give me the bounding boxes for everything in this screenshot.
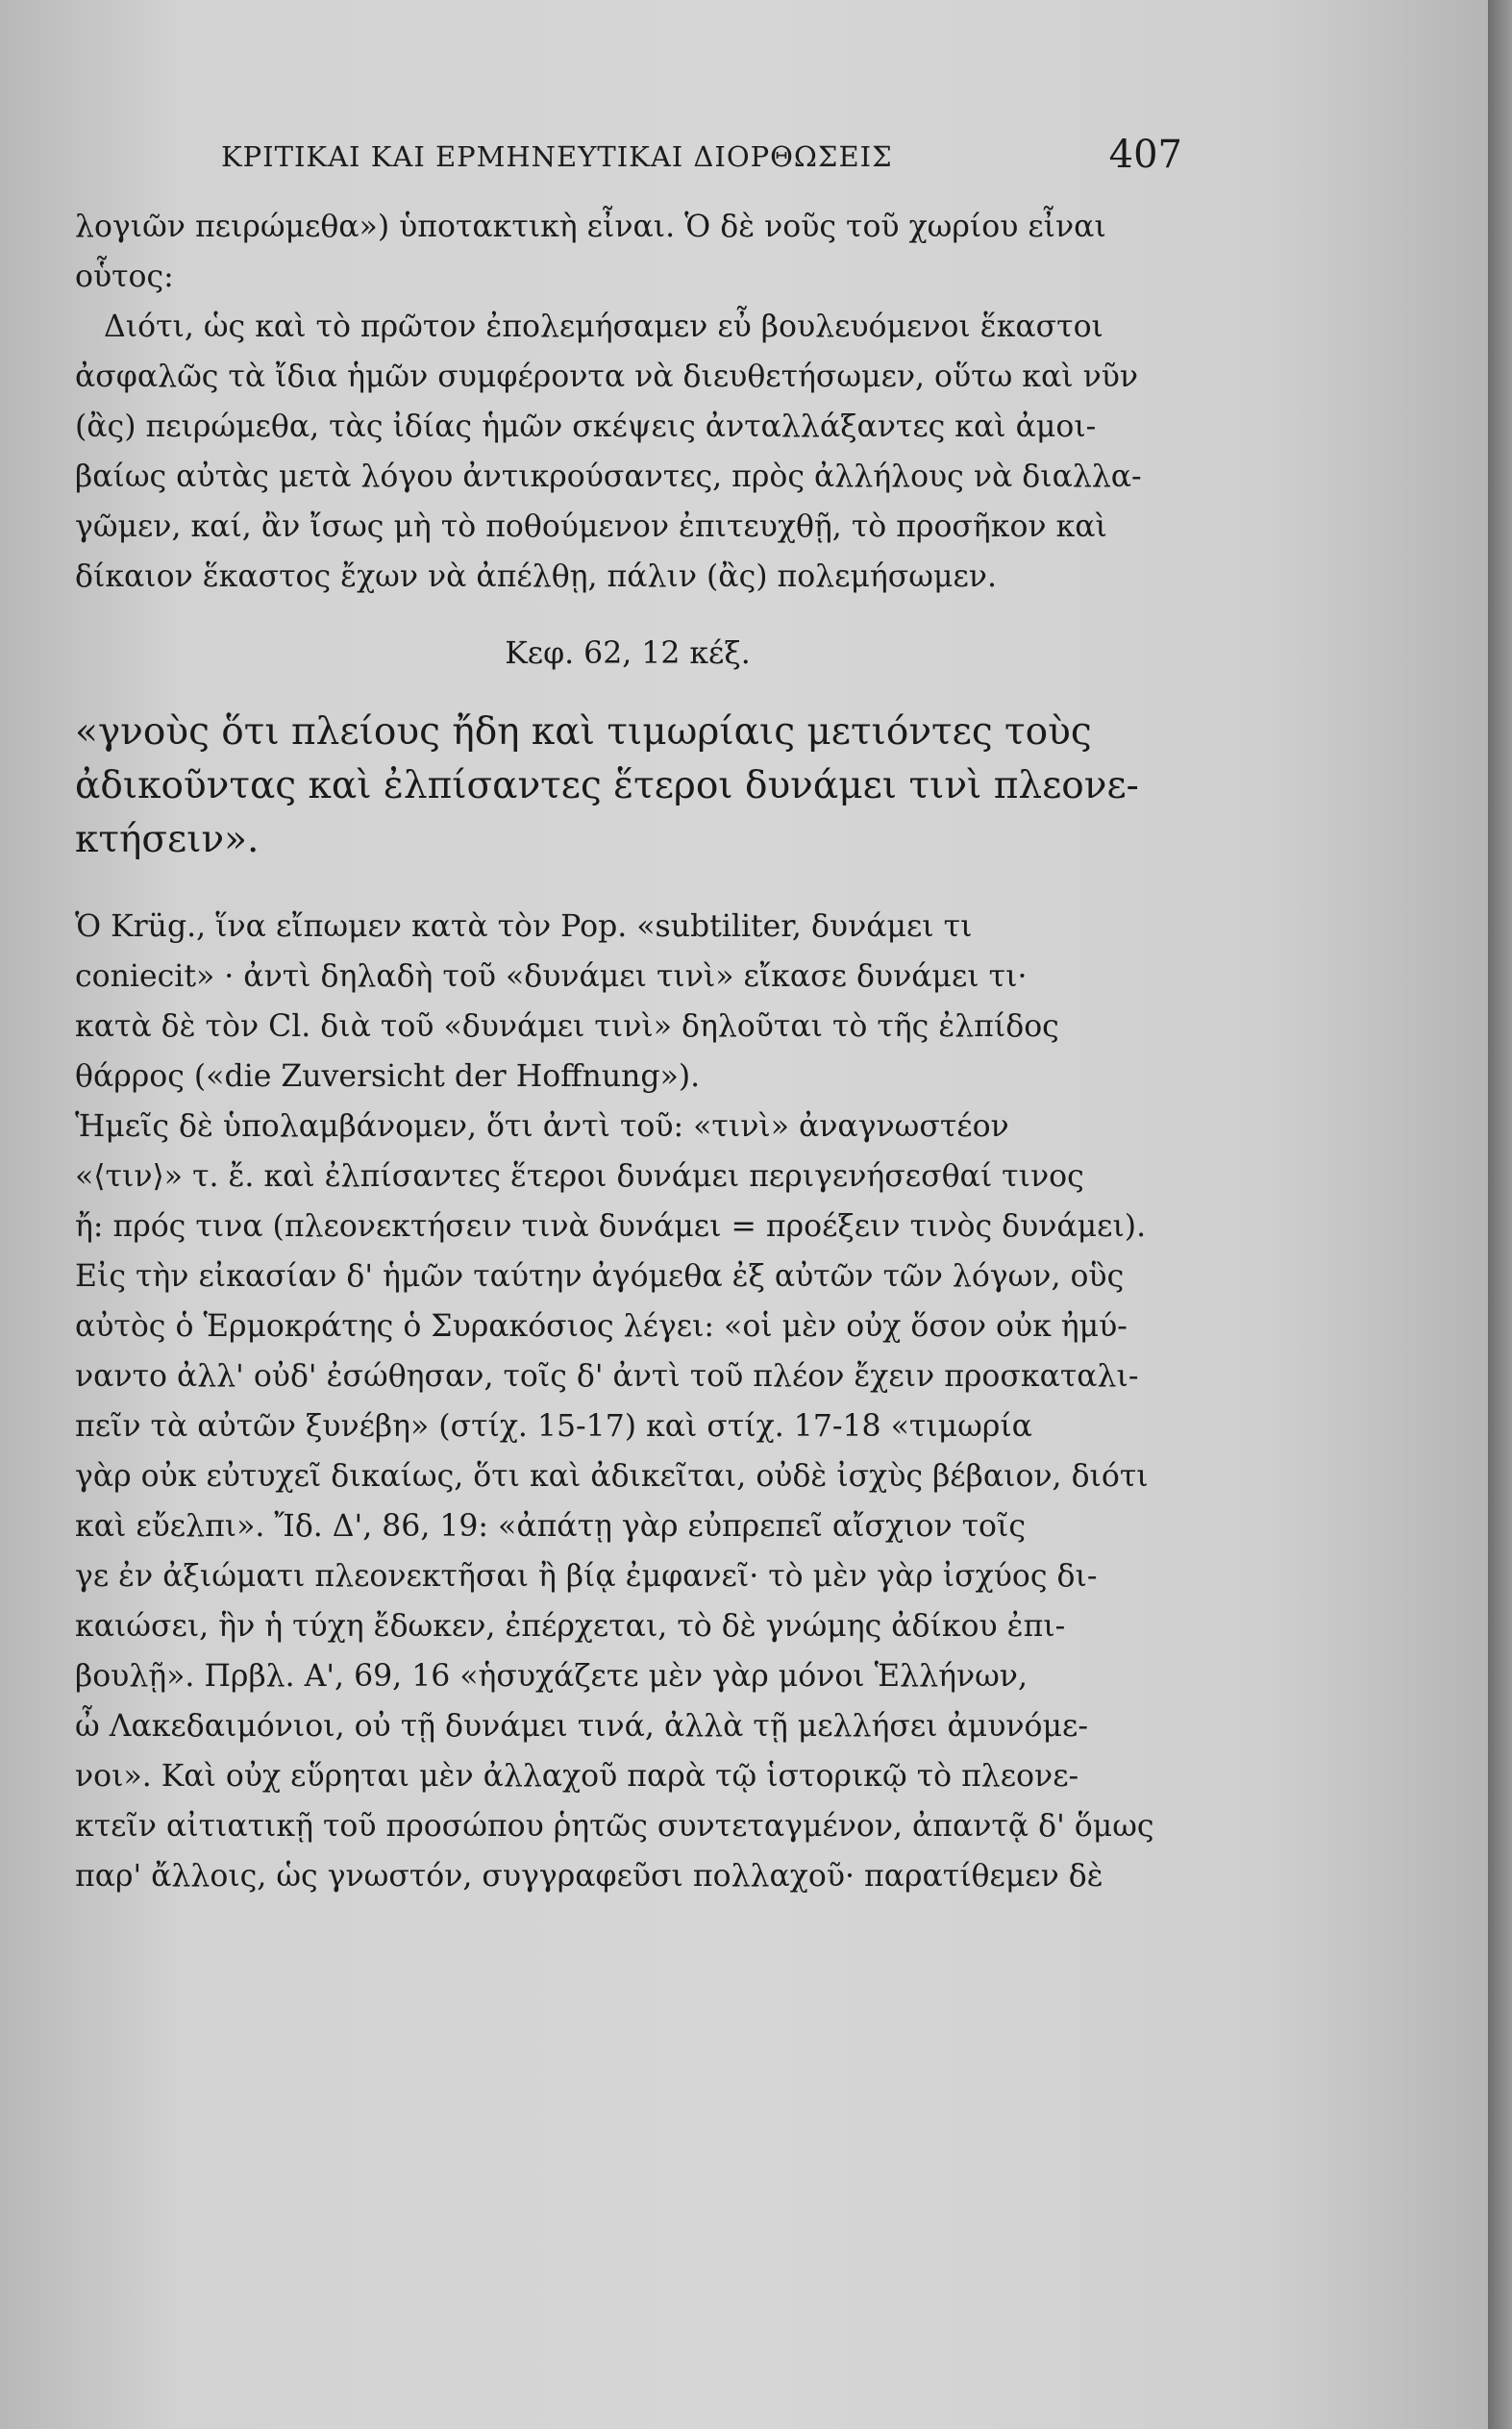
page-header (221, 133, 1182, 190)
text-line: κατὰ δὲ τὸν Cl. διὰ τοῦ «δυνάμει τινὶ» δηλοῦται τὸ τῆς ἐλπίδος (75, 1009, 1059, 1044)
body-text (75, 202, 1180, 1901)
text-line: (ἂς) πειρώμεθα, τὰς ἰδίας ἡμῶν σκέψεις ἀνταλλάξαντες καὶ ἀμοι- (75, 409, 1097, 444)
text-line: λογιῶν πειρώμεθα») ὑποτακτικὴ εἶναι. Ὁ δὲ νοῦς τοῦ χωρίου εἶναι (75, 210, 1106, 244)
text-line: βουλῇ». Πρβλ. Α', 69, 16 «ἡσυχάζετε μὲν γὰρ μόνοι Ἑλλήνων, (75, 1659, 1028, 1694)
quote-line: κτήσειν». (75, 818, 260, 861)
page-edge-shadow (1488, 0, 1512, 2429)
text-line: ἀσφαλῶς τὰ ἴδια ἡμῶν συμφέροντα νὰ διευθετήσωμεν, οὕτω καὶ νῦν (75, 359, 1139, 394)
text-line: θάρρος («die Zuversicht der Hoffnung»). (75, 1059, 701, 1094)
text-line: κτεῖν αἰτιατικῇ τοῦ προσώπου ῥητῶς συντεταγμένον, ἀπαντᾷ δ' ὅμως (75, 1809, 1154, 1844)
paragraph-commentary (75, 902, 1180, 1102)
text-line: παρ' ἄλλοις, ὡς γνωστόν, συγγραφεῦσι πολλαχοῦ· παρατίθεμεν δὲ (75, 1859, 1103, 1894)
text-line: Ὁ Krüg., ἵνα εἴπωμεν κατὰ τὸν Pop. «subtiliter, δυνάμει τι (75, 909, 973, 944)
text-line: καιώσει, ἣν ἡ τύχη ἔδωκεν, ἐπέρχεται, τὸ δὲ γνώμης ἀδίκου ἐπι- (75, 1609, 1066, 1644)
text-line: Εἰς τὴν εἰκασίαν δ' ἡμῶν ταύτην ἀγόμεθα ἐξ αὐτῶν τῶν λόγων, οὓς (75, 1259, 1125, 1294)
text-line: οὗτος: (75, 260, 174, 294)
text-line: ναντο ἀλλ' οὐδ' ἐσώθησαν, τοῖς δ' ἀντὶ τοῦ πλέον ἔχειν προσκαταλι- (75, 1359, 1139, 1394)
text-line: Ἡμεῖς δὲ ὑπολαμβάνομεν, ὅτι ἀντὶ τοῦ: «τινὶ» ἀναγνωστέον (75, 1109, 1009, 1144)
paragraph-interpretation (75, 202, 1180, 602)
quotation (75, 706, 1180, 867)
text-line: πεῖν τὰ αὐτῶν ξυνέβη» (στίχ. 15-17) καὶ στίχ. 17-18 «τιμωρία (75, 1409, 1032, 1444)
text-line: Διότι, ὡς καὶ τὸ πρῶτον ἐπολεμήσαμεν εὖ βουλευόμενοι ἕκαστοι (104, 310, 1103, 344)
paragraph-conjecture (75, 1102, 1180, 1901)
running-title: ΚΡΙΤΙΚΑΙ ΚΑΙ ΕΡΜΗΝΕΥΤΙΚΑΙ ΔΙΟΡΘΩΣΕΙΣ (221, 140, 893, 173)
text-line: καὶ εὔελπι». Ἴδ. Δ', 86, 19: «ἀπάτῃ γὰρ εὐπρεπεῖ αἴσχιον τοῖς (75, 1509, 1026, 1544)
text-line: γῶμεν, καί, ἂν ἴσως μὴ τὸ ποθούμενον ἐπιτευχθῇ, τὸ προσῆκον καὶ (75, 509, 1107, 544)
text-line: «⟨τιν⟩» τ. ἔ. καὶ ἐλπίσαντες ἕτεροι δυνάμει περιγενήσεσθαί τινος (75, 1159, 1084, 1194)
text-line: βαίως αὐτὰς μετὰ λόγου ἀντικρούσαντες, πρὸς ἀλλήλους νὰ διαλλα- (75, 459, 1142, 494)
text-line: coniecit» · ἀντὶ δηλαδὴ τοῦ «δυνάμει τινὶ» εἴκασε δυνάμει τι· (75, 959, 1028, 994)
text-line: ὦ Λακεδαιμόνιοι, οὐ τῇ δυνάμει τινά, ἀλλὰ τῇ μελλήσει ἀμυνόμε- (75, 1709, 1088, 1744)
text-line: γε ἐν ἀξιώματι πλεονεκτῆσαι ἢ βίᾳ ἐμφανεῖ· τὸ μὲν γὰρ ἰσχύος δι- (75, 1559, 1098, 1594)
quote-line: ἀδικοῦντας καὶ ἐλπίσαντες ἕτεροι δυνάμει τινὶ πλεονε- (75, 764, 1139, 807)
paragraph-gap (75, 867, 1180, 902)
text-line: νοι». Καὶ οὐχ εὕρηται μὲν ἀλλαχοῦ παρὰ τῷ ἱστορικῷ τὸ πλεονε- (75, 1759, 1079, 1794)
quote-line: «γνοὺς ὅτι πλείους ἤδη καὶ τιμωρίαις μετιόντες τοὺς (75, 710, 1092, 754)
text-line: αὐτὸς ὁ Ἑρμοκράτης ὁ Συρακόσιος λέγει: «οἱ μὲν οὐχ ὅσον οὐκ ἠμύ- (75, 1309, 1128, 1344)
page-number: 407 (1108, 133, 1182, 177)
section-heading: Κεφ. 62, 12 κέξ. (505, 636, 751, 671)
text-line: γὰρ οὐκ εὐτυχεῖ δικαίως, ὅτι καὶ ἀδικεῖται, οὐδὲ ἰσχὺς βέβαιον, διότι (75, 1459, 1149, 1494)
text-line: δίκαιον ἕκαστος ἔχων νὰ ἀπέλθῃ, πάλιν (ἂς) πολεμήσωμεν. (75, 559, 997, 594)
text-line: ἤ: πρός τινα (πλεονεκτήσειν τινὰ δυνάμει = προέξειν τινὸς δυνάμει). (75, 1209, 1147, 1244)
